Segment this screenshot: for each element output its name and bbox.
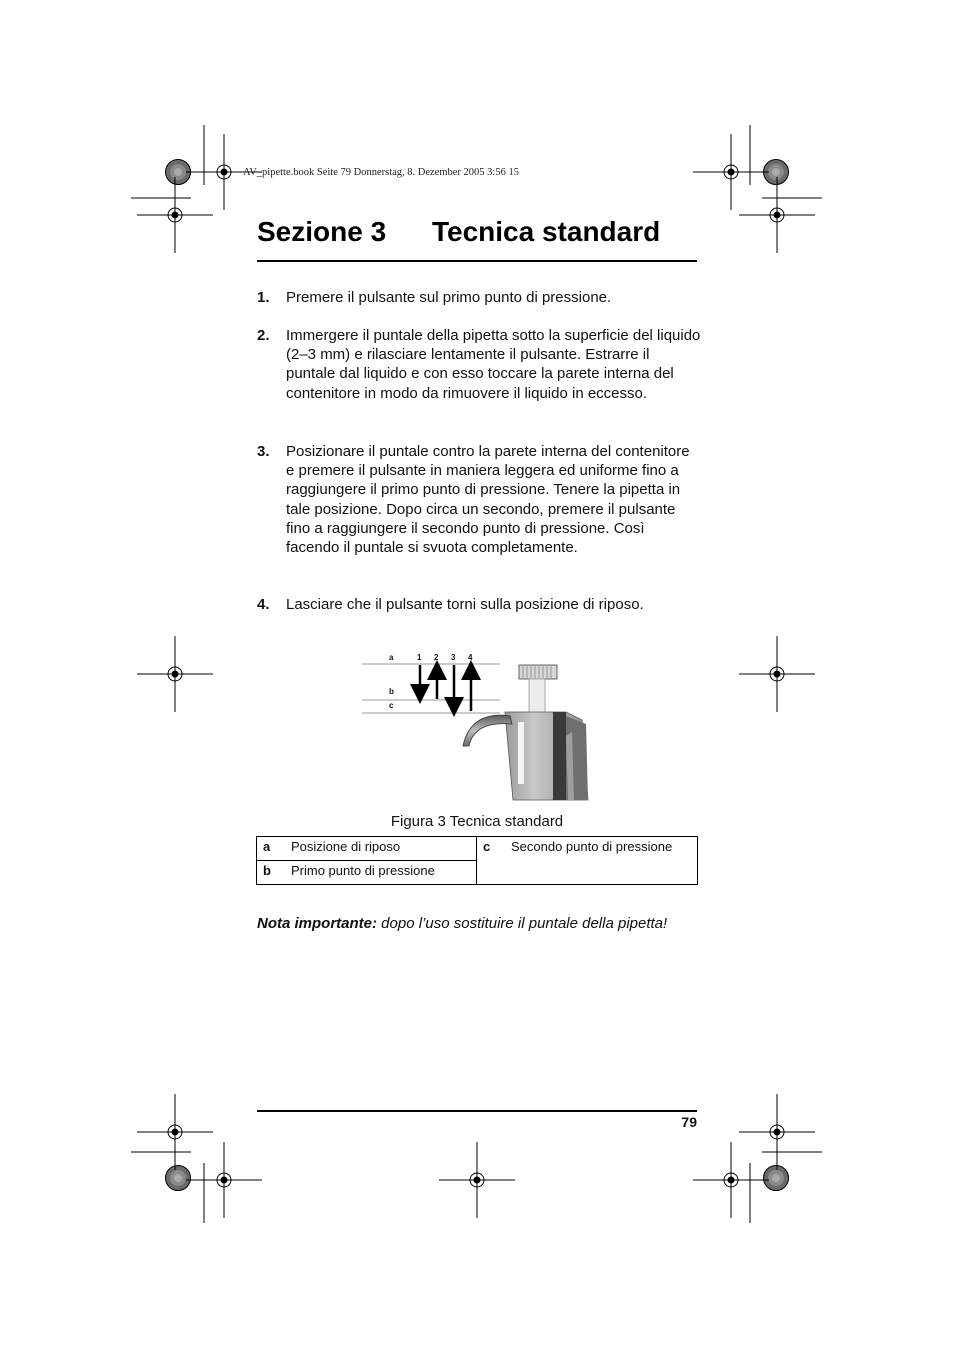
legend-key: a — [263, 839, 271, 854]
step-3 — [257, 442, 702, 557]
step-number: 3. — [257, 443, 270, 460]
figure-legend — [256, 836, 698, 885]
important-note — [257, 915, 702, 932]
registration-crosshair-icon — [739, 636, 815, 712]
level-label-c: c — [389, 701, 394, 710]
step-label-3: 3 — [451, 653, 456, 662]
legend-cell-b — [257, 861, 477, 885]
step-text: Premere il pulsante sul primo punto di pressione. — [286, 289, 612, 306]
step-text: Posizionare il puntale contro la parete interna del contenitore e premere il pulsante in maniera leggera ed uniforme fino a raggiungere il primo punto di pressione. Tenere la pipetta in tale posizione. Dopo circa un secondo, premere il pulsante fino a raggiungere il secondo punto di pressione. Così facendo il puntale si svuota completamente. — [286, 443, 690, 557]
footer-rule — [257, 1110, 697, 1112]
step-text: Lasciare che il pulsante torni sulla posizione di riposo. — [286, 596, 644, 613]
level-label-a: a — [389, 653, 394, 662]
registration-crosshair-icon — [439, 1142, 515, 1218]
step-4 — [257, 595, 702, 614]
registration-crosshair-icon — [739, 177, 815, 253]
legend-text: Posizione di riposo — [291, 839, 401, 854]
step-number: 2. — [257, 327, 270, 344]
step-label-2: 2 — [434, 653, 439, 662]
legend-key: b — [263, 863, 271, 878]
section-title: Tecnica standard — [432, 216, 661, 247]
registration-rosette-icon — [166, 1166, 191, 1191]
step-number: 1. — [257, 289, 270, 306]
legend-cell-a — [257, 837, 477, 861]
legend-text: Primo punto di pressione — [291, 863, 435, 878]
legend-key: c — [483, 839, 491, 854]
registration-crosshair-icon — [186, 1142, 262, 1218]
step-1 — [257, 288, 702, 307]
step-number: 4. — [257, 596, 270, 613]
registration-crosshair-icon — [693, 134, 769, 210]
print-slug: AV_pipette.book Seite 79 Donnerstag, 8. Dezember 2005 3:56 15 — [243, 167, 519, 178]
title-rule — [257, 260, 697, 262]
registration-crosshair-icon — [137, 177, 213, 253]
step-label-4: 4 — [468, 653, 473, 662]
step-label-1: 1 — [417, 653, 422, 662]
registration-rosette-icon — [764, 1166, 789, 1191]
registration-crosshair-icon — [739, 1094, 815, 1170]
registration-crosshair-icon — [137, 636, 213, 712]
legend-text: Secondo punto di pressione — [511, 839, 673, 854]
legend-cell-c — [477, 837, 698, 885]
page-number: 79 — [681, 1114, 697, 1130]
registration-crosshair-icon — [137, 1094, 213, 1170]
level-label-b: b — [389, 687, 394, 696]
note-text: dopo l’uso sostituire il puntale della pipetta! — [381, 915, 668, 932]
section-number: Sezione 3 — [257, 216, 387, 247]
note-label: Nota importante: — [257, 915, 377, 932]
step-text: Immergere il puntale della pipetta sotto la superficie del liquido (2–3 mm) e rilasciare lentamente il pulsante. Estrarre il puntale dal liquido e con esso toccare la parete interna del contenitore in modo da rimuovere il liquido in eccesso. — [286, 327, 701, 402]
registration-crosshair-icon — [693, 1142, 769, 1218]
figure-caption: Figura 3 Tecnica standard — [390, 813, 564, 830]
page-title — [257, 216, 660, 248]
step-2 — [257, 326, 702, 403]
